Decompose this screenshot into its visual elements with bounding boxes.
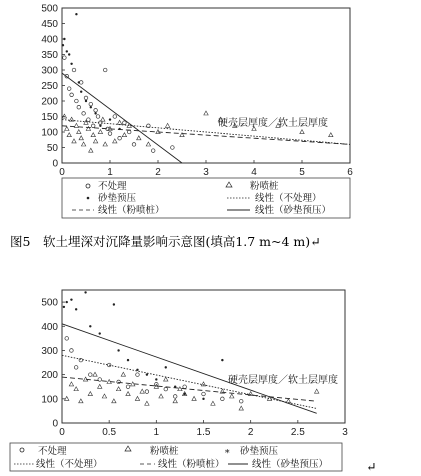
point-triangle bbox=[137, 136, 141, 140]
x-tick-label: 0 bbox=[59, 167, 65, 178]
point-triangle bbox=[101, 117, 105, 121]
y-tick-label: 350 bbox=[41, 50, 58, 61]
point-triangle bbox=[315, 389, 319, 393]
point-circle bbox=[89, 102, 93, 106]
point-triangle bbox=[72, 139, 76, 143]
point-triangle bbox=[113, 139, 117, 143]
point-triangle bbox=[146, 142, 150, 146]
point-circle bbox=[164, 387, 168, 391]
chart-1-plot-frame bbox=[62, 8, 350, 163]
legend-marker-circle bbox=[86, 184, 90, 188]
point-circle bbox=[87, 118, 91, 122]
point-triangle bbox=[230, 394, 234, 398]
point-circle bbox=[82, 112, 86, 116]
x-tick-label: 6 bbox=[347, 167, 353, 178]
y-tick-label: 250 bbox=[41, 81, 58, 92]
point-circle bbox=[113, 115, 117, 119]
y-tick-label: 200 bbox=[41, 370, 58, 382]
chart-1-annotation: 硬壳层厚度／软土层厚度 bbox=[218, 118, 328, 129]
x-tick-label: 0 bbox=[59, 427, 65, 438]
point-circle bbox=[67, 87, 71, 91]
legend-marker-circle bbox=[20, 448, 24, 452]
x-tick-label: 0.5 bbox=[102, 427, 117, 438]
chart-2-annotation: 硬壳层厚度／软土层厚度 bbox=[228, 375, 338, 386]
point-circle bbox=[63, 56, 67, 60]
y-tick-label: 500 bbox=[41, 297, 58, 309]
point-triangle bbox=[81, 142, 85, 146]
point-circle bbox=[132, 143, 136, 147]
point-dot bbox=[85, 100, 87, 102]
point-triangle bbox=[77, 130, 81, 134]
point-dot bbox=[117, 349, 119, 351]
point-circle bbox=[72, 68, 76, 72]
point-circle bbox=[98, 378, 102, 382]
point-dot bbox=[146, 373, 148, 375]
point-circle bbox=[221, 397, 225, 401]
point-circle bbox=[126, 385, 130, 389]
point-triangle bbox=[67, 133, 71, 137]
y-tick-label: 400 bbox=[41, 321, 58, 333]
y-tick-label: 50 bbox=[46, 143, 58, 154]
x-tick-label: 3 bbox=[203, 167, 209, 178]
point-triangle bbox=[65, 396, 69, 400]
y-tick-label: 300 bbox=[41, 65, 58, 77]
point-triangle bbox=[140, 389, 144, 393]
point-triangle bbox=[103, 142, 107, 146]
point-circle bbox=[103, 68, 107, 72]
point-circle bbox=[136, 373, 140, 377]
point-triangle bbox=[204, 111, 208, 115]
trend-line-l3 bbox=[62, 324, 317, 413]
point-dot bbox=[78, 81, 80, 83]
x-tick-label: 2 bbox=[155, 167, 161, 178]
chart-2-plot-frame bbox=[62, 290, 345, 423]
point-circle bbox=[145, 390, 149, 394]
point-dot bbox=[90, 106, 92, 108]
legend-label-s2: 粉喷桩 bbox=[250, 181, 279, 192]
legend-marker-star: ∗ bbox=[224, 446, 231, 457]
point-triangle bbox=[159, 394, 163, 398]
point-triangle bbox=[145, 401, 149, 405]
point-dot bbox=[109, 118, 111, 120]
point-triangle bbox=[329, 133, 333, 137]
point-circle bbox=[94, 109, 98, 113]
x-tick-label: 2.5 bbox=[290, 427, 305, 438]
point-dot bbox=[80, 91, 82, 93]
point-dot bbox=[174, 386, 176, 388]
point-triangle bbox=[117, 120, 121, 124]
point-dot bbox=[155, 378, 157, 380]
point-dot bbox=[94, 112, 96, 114]
point-triangle bbox=[116, 387, 120, 391]
y-tick-label: 300 bbox=[41, 345, 58, 357]
point-dot bbox=[63, 306, 65, 308]
point-dot bbox=[70, 298, 72, 300]
point-circle bbox=[108, 132, 112, 136]
legend-label-l1: 线性（不处理） bbox=[36, 459, 103, 470]
point-circle bbox=[202, 392, 206, 396]
trend-line-l3 bbox=[62, 73, 182, 163]
point-circle bbox=[96, 115, 100, 119]
point-triangle bbox=[89, 148, 93, 152]
point-triangle bbox=[192, 396, 196, 400]
x-tick-label: 1.5 bbox=[196, 427, 211, 438]
legend-label-l1: 线性（不处理） bbox=[255, 193, 322, 204]
chart-2-legend bbox=[14, 445, 328, 470]
point-circle bbox=[117, 380, 121, 384]
point-dot bbox=[66, 50, 68, 52]
chart-1-legend bbox=[72, 180, 331, 216]
legend-label-l3: 线性（砂垫预压） bbox=[252, 459, 329, 470]
point-circle bbox=[70, 349, 74, 353]
point-circle bbox=[77, 105, 81, 109]
point-circle bbox=[65, 337, 69, 341]
point-triangle bbox=[98, 130, 102, 134]
chart-2 bbox=[0, 290, 348, 471]
x-tick-label: 3 bbox=[342, 427, 348, 438]
legend-marker-dot bbox=[87, 197, 90, 200]
point-dot bbox=[84, 291, 86, 293]
point-dot bbox=[62, 44, 64, 46]
y-tick-label: 500 bbox=[41, 3, 58, 15]
point-circle bbox=[183, 385, 187, 389]
y-tick-label: 200 bbox=[41, 96, 58, 108]
legend-label-l3: 线性（砂垫预压） bbox=[255, 205, 332, 216]
y-tick-label: 400 bbox=[41, 34, 58, 46]
point-circle bbox=[173, 395, 177, 399]
point-triangle bbox=[201, 382, 205, 386]
point-dot bbox=[113, 303, 115, 305]
point-dot bbox=[66, 301, 68, 303]
point-triangle bbox=[122, 133, 126, 137]
point-circle bbox=[239, 399, 243, 403]
point-triangle bbox=[239, 406, 243, 410]
point-triangle bbox=[93, 372, 97, 376]
point-triangle bbox=[79, 136, 83, 140]
y-tick-label: 150 bbox=[41, 112, 58, 123]
y-tick-label: 0 bbox=[52, 158, 58, 170]
point-triangle bbox=[69, 382, 73, 386]
point-circle bbox=[91, 124, 95, 128]
point-triangle bbox=[74, 387, 78, 391]
point-triangle bbox=[135, 396, 139, 400]
point-dot bbox=[75, 308, 77, 310]
y-tick-label: 100 bbox=[41, 127, 58, 139]
chart-1 bbox=[0, 4, 353, 219]
point-circle bbox=[127, 130, 131, 134]
point-triangle bbox=[164, 377, 168, 381]
legend-label-l2: 线性（粉喷桩） bbox=[158, 459, 225, 470]
point-dot bbox=[136, 369, 138, 371]
point-circle bbox=[89, 373, 93, 377]
point-dot bbox=[127, 359, 129, 361]
point-dot bbox=[118, 128, 120, 130]
point-circle bbox=[151, 149, 155, 153]
point-circle bbox=[147, 124, 151, 128]
point-circle bbox=[118, 136, 122, 140]
point-dot bbox=[68, 53, 70, 55]
legend-label-l2: 线性（粉喷桩） bbox=[98, 205, 165, 216]
y-tick-label: 450 bbox=[41, 19, 58, 30]
legend-label-s1: 不处理 bbox=[98, 181, 127, 192]
legend-marker-triangle bbox=[125, 446, 131, 451]
point-circle bbox=[74, 366, 78, 370]
y-tick-label: 100 bbox=[41, 394, 58, 406]
point-dot bbox=[99, 125, 101, 127]
point-circle bbox=[123, 121, 127, 125]
point-dot bbox=[221, 359, 223, 361]
legend-label-s3: 砂垫预压 bbox=[98, 193, 137, 204]
point-dot bbox=[99, 332, 101, 334]
point-dot bbox=[75, 13, 77, 15]
point-triangle bbox=[79, 399, 83, 403]
point-circle bbox=[75, 99, 79, 103]
point-dot bbox=[183, 393, 185, 395]
point-dot bbox=[70, 63, 72, 65]
y-tick-label: 0 bbox=[52, 418, 58, 430]
legend-marker-triangle bbox=[226, 182, 232, 187]
point-circle bbox=[171, 146, 175, 150]
point-triangle bbox=[88, 392, 92, 396]
point-dot bbox=[89, 325, 91, 327]
point-triangle bbox=[93, 139, 97, 143]
x-tick-label: 1 bbox=[107, 167, 113, 178]
point-triangle bbox=[211, 401, 215, 405]
point-dot bbox=[202, 398, 204, 400]
point-triangle bbox=[102, 394, 106, 398]
point-triangle bbox=[65, 127, 69, 131]
x-tick-label: 2 bbox=[247, 427, 254, 438]
point-triangle bbox=[173, 399, 177, 403]
point-triangle bbox=[112, 399, 116, 403]
x-tick-label: 4 bbox=[251, 167, 257, 178]
point-dot bbox=[63, 38, 65, 40]
return-mark: ↵ bbox=[366, 459, 377, 474]
point-triangle bbox=[121, 372, 125, 376]
x-tick-label: 1 bbox=[153, 427, 160, 438]
point-triangle bbox=[165, 123, 169, 127]
legend-label-s3: 砂垫预压 bbox=[240, 446, 279, 457]
point-triangle bbox=[91, 133, 95, 137]
legend-label-s1: 不处理 bbox=[38, 446, 67, 457]
point-triangle bbox=[98, 384, 102, 388]
point-triangle bbox=[74, 123, 78, 127]
x-tick-label: 5 bbox=[299, 167, 305, 178]
point-triangle bbox=[126, 392, 130, 396]
point-triangle bbox=[300, 130, 304, 134]
point-circle bbox=[84, 96, 88, 100]
point-dot bbox=[165, 366, 167, 368]
legend-label-s2: 粉喷桩 bbox=[150, 446, 179, 457]
figure-caption: 图5 软土埋深对沉降量影响示意图(填高1.7 m~4 m)↵ bbox=[10, 234, 321, 249]
point-circle bbox=[70, 93, 74, 97]
